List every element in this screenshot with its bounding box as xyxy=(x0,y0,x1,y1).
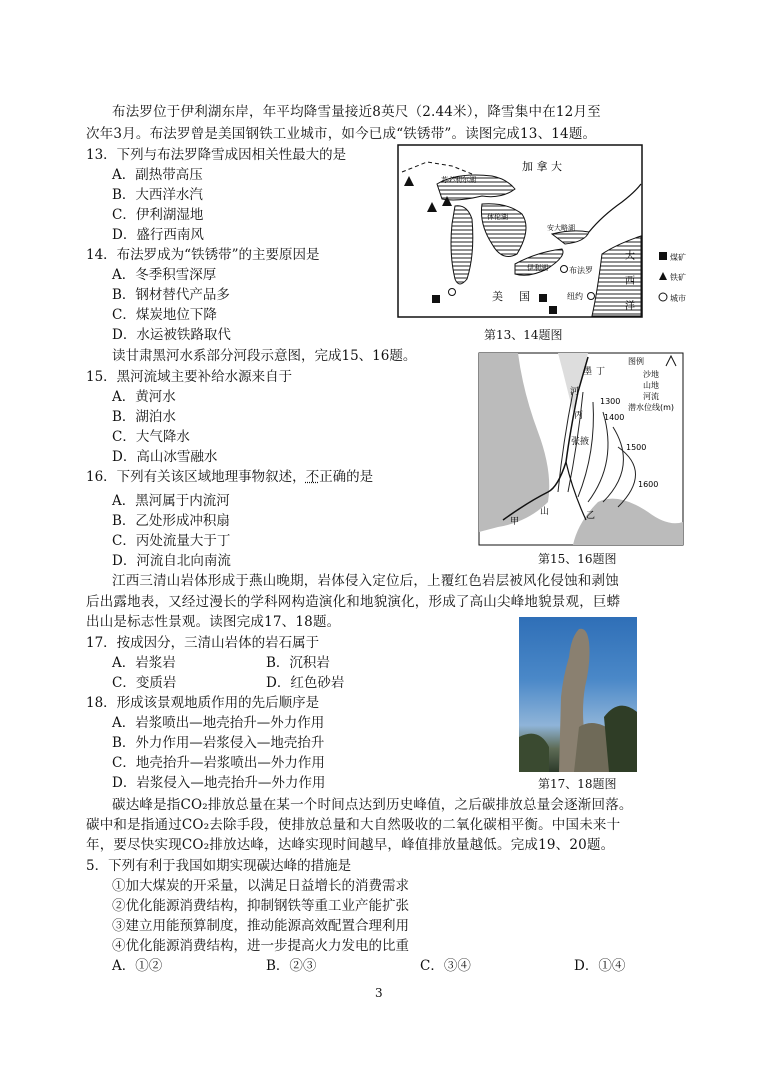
option: B．钢材替代产品多 xyxy=(112,287,230,303)
yi-label: 乙 xyxy=(586,511,596,521)
option: B．乙处形成冲积扇 xyxy=(112,513,230,529)
page-number: 3 xyxy=(375,986,383,1000)
city-icon xyxy=(449,289,456,296)
legend-iron: 铁矿 xyxy=(670,273,686,282)
usa-label-2: 国 xyxy=(519,290,530,303)
buffalo-label: 布法罗 xyxy=(569,266,593,275)
intro-line: 布法罗位于伊利湖东岸，年平均降雪量接近8英尺（2.44米），降雪集中在12月至 xyxy=(112,104,601,120)
option: C．变质岩 xyxy=(112,675,177,691)
newyork-city-icon xyxy=(588,293,595,300)
option: A．岩浆喷出—地壳抬升—外力作用 xyxy=(112,715,325,731)
intro-line: 出山是标志性景观。读图完成17、18题。 xyxy=(86,614,341,630)
ding-label: 丁 xyxy=(596,367,606,377)
option: D．高山冰雪融水 xyxy=(112,449,218,465)
contour-1300: 1300 xyxy=(600,397,621,406)
option: C．地壳抬升—岩浆喷出—外力作用 xyxy=(112,755,325,771)
question-stem: 13．下列与布法罗降雪成因相关性最大的是 xyxy=(86,147,347,163)
option: D．红色砂岩 xyxy=(266,675,345,691)
statement-item: ①加大煤炭的开采量，以满足日益增长的消费需求 xyxy=(112,878,409,894)
coal-legend-icon xyxy=(659,252,667,260)
lake-ontario-label: 安大略湖 xyxy=(547,224,575,232)
map2-caption: 第15、16题图 xyxy=(538,552,617,566)
iron-legend-icon xyxy=(659,272,667,280)
option: D．河流自北向南流 xyxy=(112,553,231,569)
statement-item: ③建立用能预算制度，推动能源高效配置合理利用 xyxy=(112,918,409,934)
sanqingshan-photo xyxy=(519,617,637,772)
coal-mine-icon xyxy=(549,306,557,314)
question-stem: 17．按成因分，三清山岩体的岩石属于 xyxy=(86,635,320,651)
question-stem: 15．黑河流域主要补给水源来自于 xyxy=(86,369,293,385)
option: D．盛行西南风 xyxy=(112,227,204,243)
intro-line: 年，要尽快实现CO₂排放达峰，达峰实现时间越早，峰值排放量越低。完成19、20题。 xyxy=(86,837,615,853)
option: A．冬季积雪深厚 xyxy=(112,267,217,283)
option: C．煤炭地位下降 xyxy=(112,307,217,323)
ocean-label-2: 西 xyxy=(625,276,635,287)
contour-1500: 1500 xyxy=(626,443,647,452)
contour-1600: 1600 xyxy=(638,480,659,489)
he-label: 河 xyxy=(570,387,580,397)
ocean-label-3: 洋 xyxy=(625,301,635,312)
canada-label: 加 拿 大 xyxy=(522,160,562,173)
legend-water-table: 潜水位线(m) xyxy=(628,403,675,412)
option: B．湖泊水 xyxy=(112,409,176,425)
lake-superior-label: 苏必利尔湖 xyxy=(441,176,476,184)
option: A．岩浆岩 xyxy=(112,655,176,671)
map1-caption: 第13、14题图 xyxy=(484,328,563,342)
shan-label: 山 xyxy=(540,507,550,517)
heihe-map xyxy=(478,352,684,546)
statement-item: ④优化能源消费结构，进一步提高火力发电的比重 xyxy=(112,938,409,954)
option: C．大气降水 xyxy=(112,429,190,445)
great-lakes-map xyxy=(397,144,697,324)
contour-1400: 1400 xyxy=(604,413,625,422)
legend-sand: 沙地 xyxy=(643,370,659,379)
option: B．②③ xyxy=(266,958,317,974)
option: A．黑河属于内流河 xyxy=(112,493,230,509)
ocean-label-1: 大 xyxy=(625,251,635,262)
option: A．①② xyxy=(112,958,163,974)
city-legend-icon xyxy=(659,293,667,301)
legend-title: 图例 xyxy=(628,357,644,366)
intro-line: 次年3月。布法罗曾是美国钢铁工业城市，如今已成“铁锈带”。读图完成13、14题。 xyxy=(86,126,597,142)
question-stem: 14．布法罗成为“铁锈带”的主要原因是 xyxy=(86,247,320,263)
option: C．③④ xyxy=(420,958,471,974)
option: B．沉积岩 xyxy=(266,655,330,671)
option: A．副热带高压 xyxy=(112,167,203,183)
legend-city: 城市 xyxy=(670,294,686,303)
option: D．水运被铁路取代 xyxy=(112,327,231,343)
option: A．黄河水 xyxy=(112,389,176,405)
question-stem: 5．下列有利于我国如期实现碳达峰的措施是 xyxy=(86,858,352,874)
usa-label-1: 美 xyxy=(492,290,503,303)
legend-river: 河流 xyxy=(643,392,659,401)
coal-mine-icon xyxy=(539,294,547,302)
legend-mountain: 山地 xyxy=(643,381,659,390)
option: C．伊利湖湿地 xyxy=(112,207,204,223)
photo-caption: 第17、18题图 xyxy=(538,777,617,791)
intro-line: 后出露地表，又经过漫长的学科网构造演化和地貌演化，形成了高山尖峰地貌景观，巨蟒 xyxy=(86,594,621,610)
intro-line: 读甘肃黑河水系部分河段示意图，完成15、16题。 xyxy=(112,348,417,364)
legend-coal: 煤矿 xyxy=(670,253,686,262)
lake-erie-label: 伊利湖 xyxy=(527,264,548,272)
zhangye-label: 张掖 xyxy=(571,437,590,447)
buffalo-city-icon xyxy=(561,266,568,273)
option: D．岩浆侵入—地壳抬升—外力作用 xyxy=(112,775,326,791)
intro-line: 江西三清山岩体形成于燕山晚期，岩体侵入定位后，上覆红色岩层被风化侵蚀和剥蚀 xyxy=(112,573,619,589)
question-stem: 18．形成该景观地质作用的先后顺序是 xyxy=(86,695,320,711)
question-stem: 16．下列有关该区域地理事物叙述，不正确的是 xyxy=(86,469,374,485)
jia-label: 甲 xyxy=(510,517,520,527)
mo-label: 墨 xyxy=(583,367,593,377)
option: B．外力作用—岩浆侵入—地壳抬升 xyxy=(112,735,325,751)
option: B．大西洋水汽 xyxy=(112,187,203,203)
intro-line: 碳达峰是指CO₂排放总量在某一个时间点达到历史峰值，之后碳排放总量会逐渐回落。 xyxy=(112,797,633,813)
statement-item: ②优化能源消费结构，抑制钢铁等重工业产能扩张 xyxy=(112,898,409,914)
intro-line: 碳中和是指通过CO₂去除手段，使排放总量和大自然吸收的二氧化碳相平衡。中国未来十 xyxy=(86,817,621,833)
coal-mine-icon xyxy=(432,295,440,303)
lake-huron-label: 休伦湖 xyxy=(487,213,508,221)
option: C．丙处流量大于丁 xyxy=(112,533,231,549)
option: D．①④ xyxy=(574,958,626,974)
bing-label: 丙 xyxy=(574,411,584,421)
newyork-label: 纽约 xyxy=(567,292,583,301)
